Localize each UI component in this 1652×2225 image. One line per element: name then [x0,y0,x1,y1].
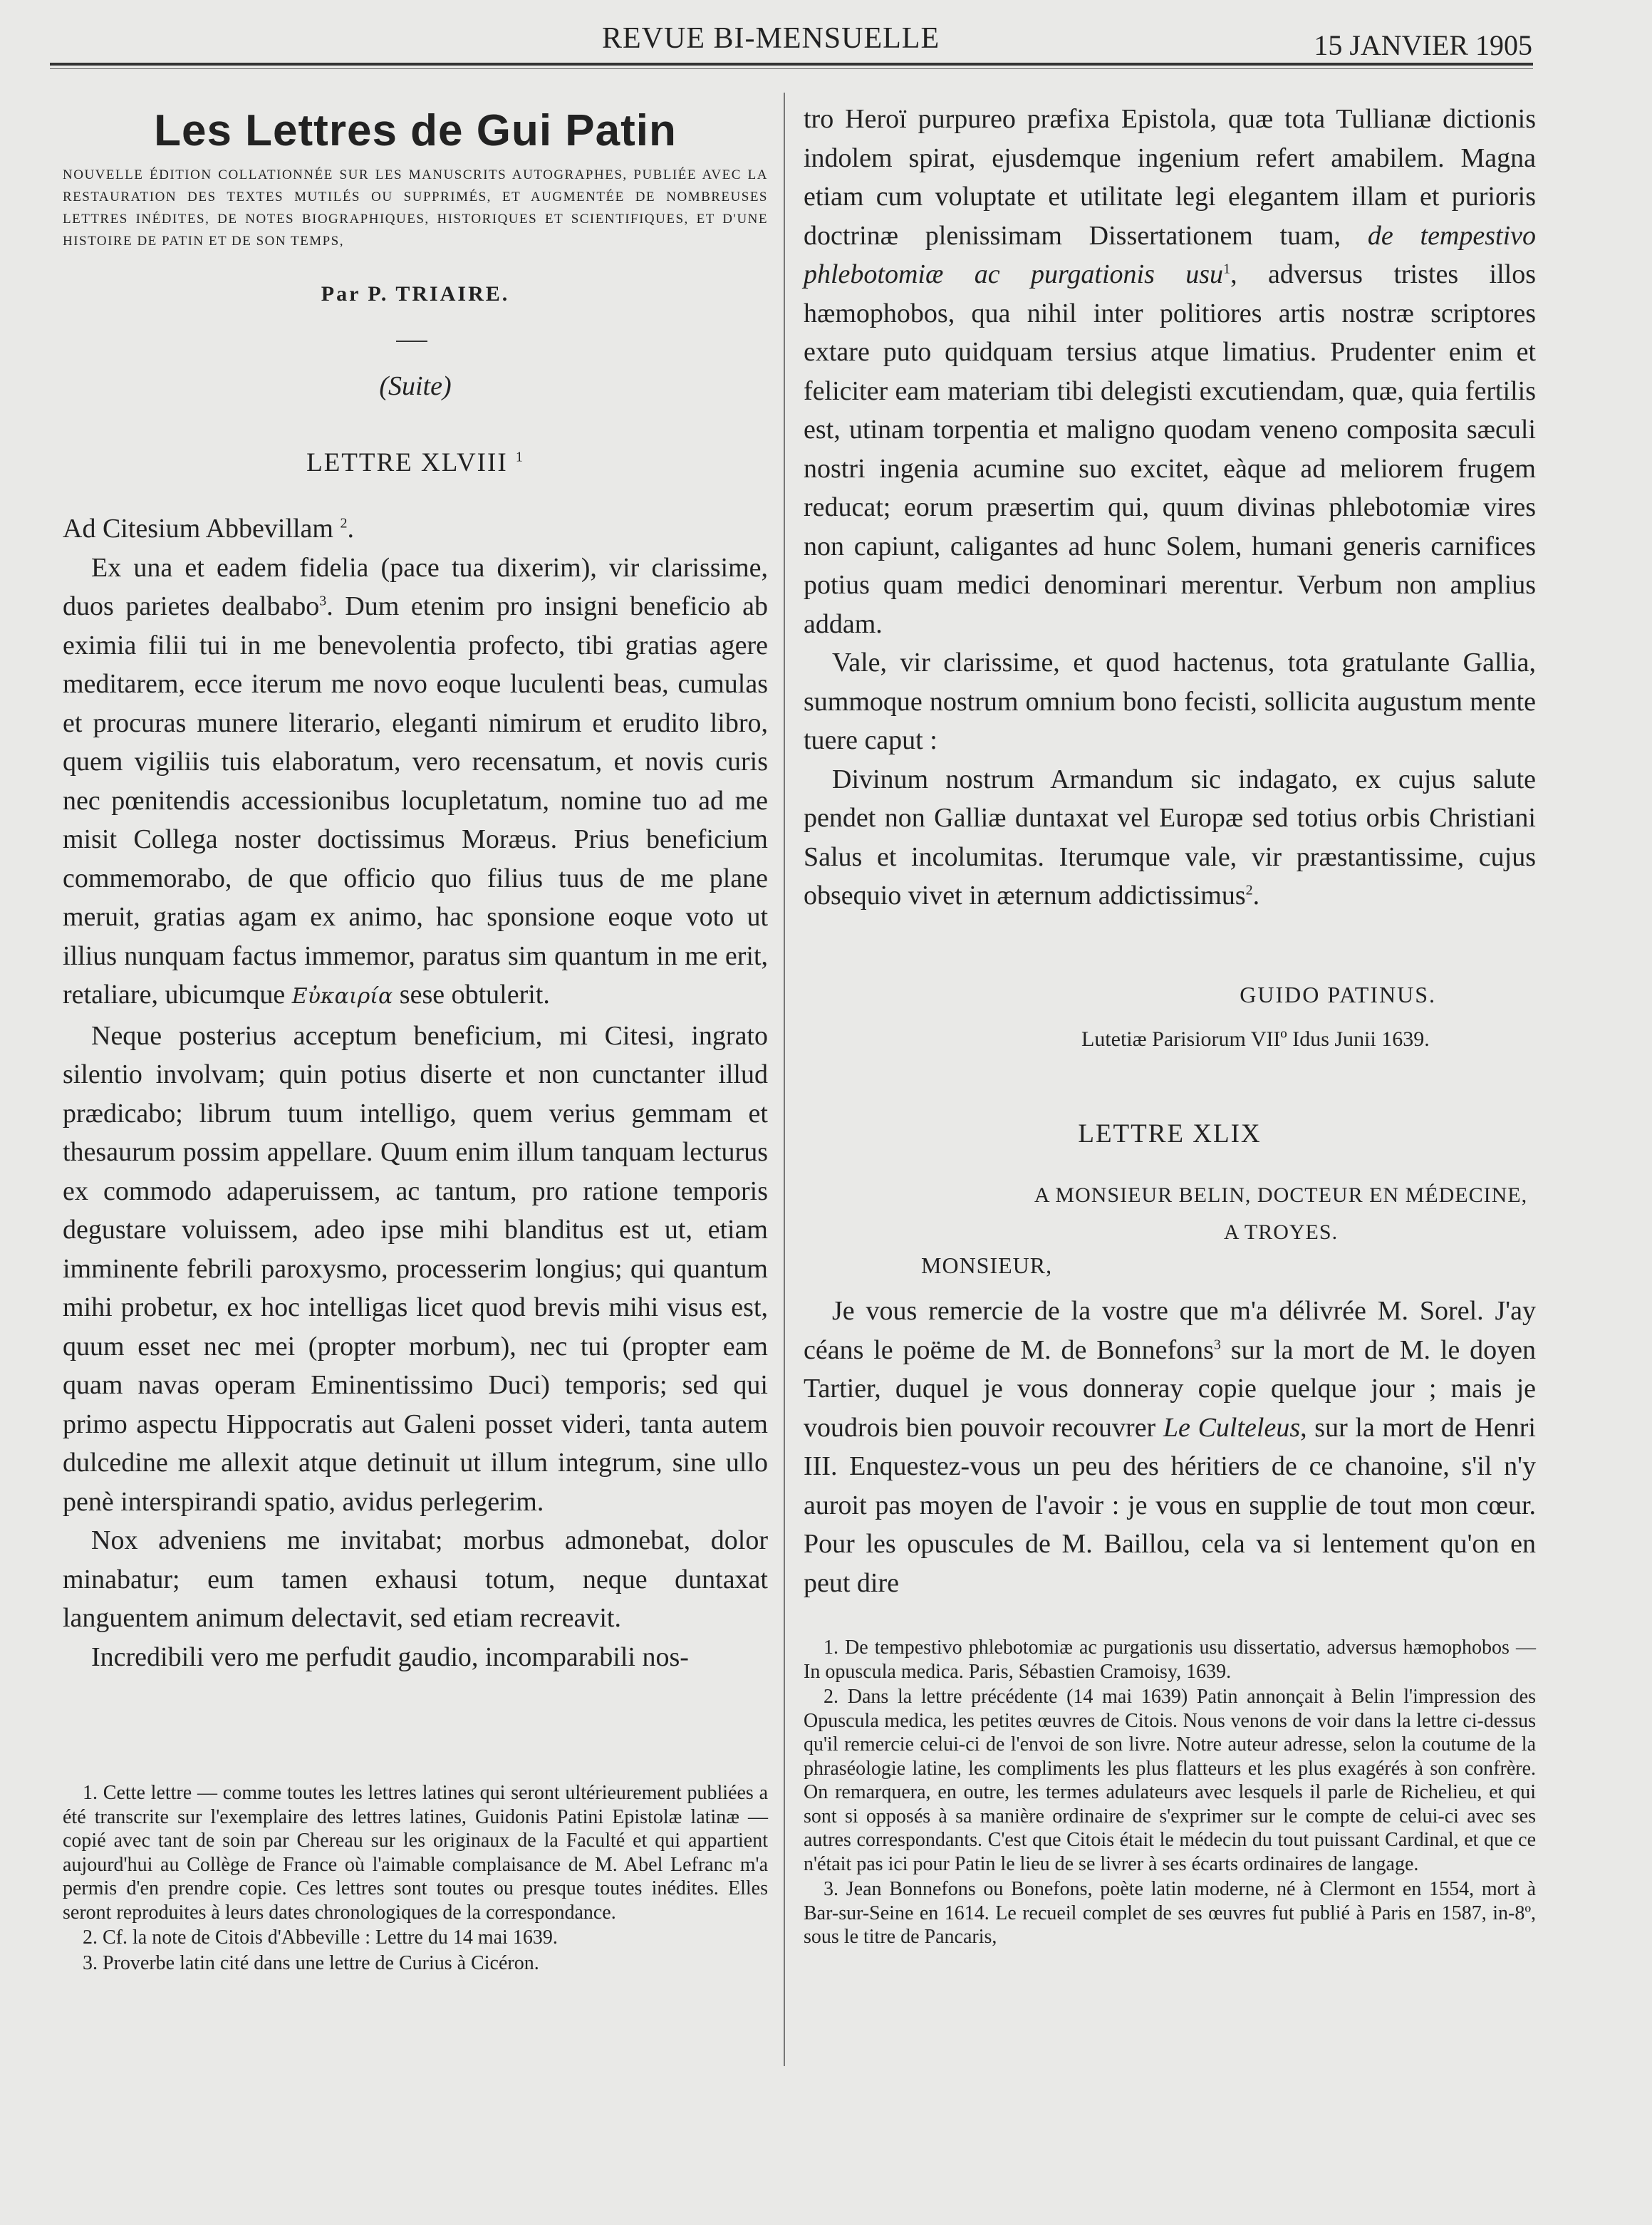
issue-date: 15 JANVIER 1905 [1314,29,1532,61]
paragraph-text: Divinum nostrum Armandum sic indagato, ex cujus salute pendet non Galliæ duntaxat vel Europæ sed totius orbis Christiani Salus et incolumitas. Iterumque vale, vir præstantissime, cujus obsequio vivet in æternum addictissimus [804,764,1536,911]
paragraph-text: Ex una et eadem fidelia (pace tua dixerim), vir clarissime, duos parietes dealbabo [63,552,768,621]
signature: GUIDO PATINUS. [1240,982,1436,1007]
footnote-ref: 2 [1245,882,1253,898]
paragraph [63,549,768,1017]
footnote: 1. Cette lettre — comme toutes les lettres latines qui seront ultérieurement publiées a été transcrite sur l'exemplaire des lettres latines, Guidonis Patini Epistolæ latinæ — copié avec tant de soin par Chereau sur les originaux de la Faculté et qui appartient aujourd'hui au Collège de France où l'aimable complaisance de M. Abel Lefranc m'a permis d'en prendre copie. Ces lettres sont toutes ou presque toutes inédites. Elles seront reproduites à leurs dates chronologiques de la correspondance. [63,1782,768,1924]
footnote-ref: 3 [1213,1336,1221,1352]
footnote-ref: 2 [340,515,348,531]
letter-48-body-left [63,509,768,1676]
paragraph-text: , sur la mort de Henri III. Enquestez-vous un peu des héritiers de ce chanoine, s'il n'y auroit pas moyen de l'avoir : je vous en supplie de tout mon cœur. Pour les opuscules de M. Baillou, cela va si lentement qu'on en peut dire [804,1412,1536,1598]
letter-49-body [804,1292,1536,1602]
footnote-ref: 1 [515,449,524,465]
footnote: 2. Dans la lettre précédente (14 mai 1639) Patin annonçait à Belin l'impression des Opuscula medica, les petites œuvres de Citois. Nous venons de voir dans la lettre ci-dessus qu'il remercie celui-ci de l'envoi de son livre. Notre auteur adresse, selon la coutume de la phraséologie latine, les compliments les plus flatteurs et les plus exagérés à son confrère. On remarquera, en outre, les termes adulateurs avec lesquels il parle de Richelieu, et qui sont si opposés à sa manière ordinaire de s'exprimer sur le compte de celui-ci avec ses autres correspondants. C'est que Citois était le médecin du tout puissant Cardinal, et que ce n'était pas ici pour Patin le lieu de se livrer à ses écarts ordinaires de langage. [804,1686,1536,1875]
article-subtitle: NOUVELLE ÉDITION COLLATIONNÉE SUR LES MANUSCRITS AUTOGRAPHES, PUBLIÉE AVEC LA RESTAURATION DES TEXTES MUTILÉS OU SUPPRIMÉS, ET AUGMENTÉE DE NOMBREUSES LETTRES INÉDITES, DE NOTES BIOGRAPHIQUES, HISTORIQUES ET SCIENTIFIQUES, ET D'UNE HISTOIRE DE PATIN ET DE SON TEMPS, [63,167,768,249]
address-line: A TROYES. [1223,1220,1339,1244]
greek-word: Εὐκαιρία [291,984,393,1009]
italic-title: de tempestivo phlebotomiæ ac purgationis usu [804,220,1537,289]
letter-48-heading [63,447,768,478]
paragraph [804,100,1536,643]
continued-label: (Suite) [379,371,452,401]
paragraph-text: , adversus tristes illos hæmophobos, qua nihil inter politiores artis nostræ scriptores extare puto quidquam tersius atque limatius. Prudenter enim et feliciter eam materiam tibi delegisti excutiendam, quæ, quia fertilis est, utinam torpentia et maligno quodam veneno composita sæculi nostri ingenia acumine suo excitet, eàque ad meliorem frugem reducat; eorum præsertim qui, quum divinas phlebotomiæ vires non capiunt, caligantes ad hunc Solem, humani generis carnifices potius quam medici denominari merentur. Verbum non amplius addam. [804,259,1536,639]
footnote: 3. Jean Bonnefons ou Bonefons, poète latin moderne, né à Clermont en 1554, mort à Bar-sur-Seine en 1614. Le recueil complet de ses œuvres fut publié à Paris en 1587, in-8º, sous le titre de Pancaris, [804,1878,1536,1948]
letter-49-address [1024,1177,1537,1251]
journal-title: REVUE BI-MENSUELLE [602,22,940,55]
column-separator [784,93,785,2066]
footnote: 3. Proverbe latin cité dans une lettre de Curius à Cicéron. [83,1951,539,1974]
paragraph: Neque posterius acceptum beneficium, mi Citesi, ingrato silentio involvam; quin potius diserte et non cunctanter illud prædicabo; librum tuum intelligo, quem verius gemmam et thesaurum possim appellare. Quum enim illum tanquam lecturus ex commodo adaperuissem, ac tantum, pro ratione temporis degustare voluissem, adeo ipse mihi blanditus est ut, etiam imminente febrili paroxysmo, processerim longius; qui quantum mihi probetur, ex hoc intelligas licet quod brevis mihi visus est, quum esset nec mei (propter morbum), nec tui (propter eam quam navas operam Eminentissimo Duci) temporis; sed qui primo aspectu Hippocratis aut Galeni posset videri, tanta autem dulcedine me allexit atque detinuit ut illum integrum, sine ullo penè interspirandi spatio, avidus perlegerim. [63,1020,768,1517]
footnote: 2. Cf. la note de Citois d'Abbeville : Lettre du 14 mai 1639. [83,1926,558,1949]
footnotes-right [804,1636,1536,1951]
address-line: A MONSIEUR BELIN, DOCTEUR EN MÉDECINE, [1034,1183,1528,1207]
article-title: Les Lettres de Gui Patin [154,106,677,155]
footnote-ref: 1 [1223,261,1231,277]
footnote-ref: 3 [319,593,327,609]
salutation: MONSIEUR, [921,1252,1053,1278]
paragraph: Divinum nostrum Armandum sic indagato, ex cujus salute pendet non Galliæ duntaxat vel Europæ sed totius orbis Christiani Salus et incolumitas. Iterumque vale, vir præstantissime, cujus obsequio vivet in æternum addictissimus$^2$. [804,764,1536,911]
paragraph-text: sur la mort de M. le doyen Tartier, duquel je vous donneray copie quelque jour ; mais je voudrois bien pouvoir recouvrer [804,1334,1536,1443]
italic-title: Le Culteleus [1163,1412,1301,1443]
paragraph-text: . Dum etenim pro insigni beneficio ab eximia filii tui in me benevolentia profecto, tibi gratias agere meditarem, ecce iterum me novo eoque luculenti beas, cumulas et procuras munere literario, eleganti nimirum et erudito libro, quem vigiliis tuis elaboratum, vero recensatum, et novis curis nec pœnitendis accessionibus locupletatum, nomine tuo ad me misit Collega noster doctissimus Moræus. Prius beneficium commemorabo, de que officio quo filius tuus de me plane meruit, gratias agam ex animo, hac sponsione eoque voto ut illius nunquam factus immemor, paratus sim quantum in me erit, retaliare, ubicumque [63,591,768,1010]
footnote: 1. De tempestivo phlebotomiæ ac purgationis usu dissertatio, adversus hæmophobos — In opuscula medica. Paris, Sébastien Cramoisy, 1639. [804,1637,1536,1683]
paragraph: Incredibili vero me perfudit gaudio, incomparabili nos- [91,1641,689,1672]
footnotes-left [63,1781,768,1976]
separator-dash [396,341,427,342]
paragraph: Nox adveniens me invitabat; morbus admonebat, dolor minabatur; eum tamen exhausi totum, neque duntaxat languentem animum delectavit, sed etiam recreavit. [63,1525,768,1633]
article-author: Par P. TRIAIRE. [321,282,510,306]
letter-48-body-right [804,100,1536,916]
letter-48-title: LETTRE XLVIII [306,448,508,477]
paragraph [804,1292,1536,1602]
dateline: Lutetiæ Parisiorum VIIº Idus Junii 1639. [1081,1027,1430,1051]
letter-48-address: Ad Citesium Abbevillam $^2$. [63,514,354,544]
header-rule [50,63,1533,66]
paragraph: Vale, vir clarissime, et quod hactenus, tota gratulante Gallia, summoque nostrum omnium bono fecisti, sollicita augustum mente tuere caput : [804,648,1536,755]
paragraph-text: Je vous remercie de la vostre que m'a délivrée M. Sorel. J'ay céans le poëme de M. de Bonnefons [804,1296,1536,1365]
paragraph-text: tro Heroï purpureo præfixa Epistola, quæ tota Tullianæ dictionis indolem spirat, ejusdemque ingenium refert amabilem. Magna etiam cum voluptate et utilitate legi elegantem illam et purioris doctrinæ plenissimam Dissertationem tuam, [804,104,1536,251]
letter-49-heading: LETTRE XLIX [1078,1119,1262,1148]
running-head [0,21,1652,64]
paragraph-text: sese obtulerit. [399,980,550,1010]
header-rule-thin [50,68,1533,69]
address-text: Ad Citesium Abbevillam [63,514,333,544]
